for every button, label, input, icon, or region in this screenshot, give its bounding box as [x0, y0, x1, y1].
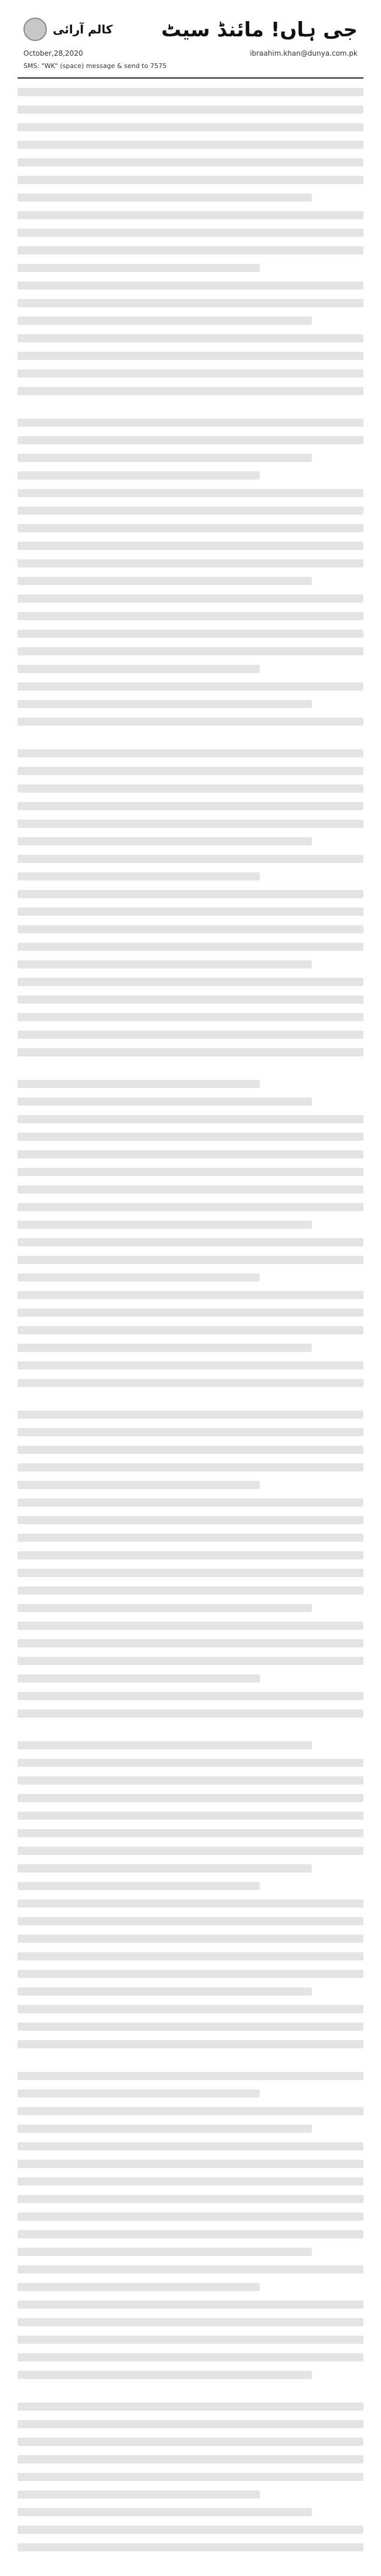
text-line [18, 1586, 363, 1595]
text-line [18, 2543, 363, 2551]
text-line [18, 106, 363, 114]
text-line [18, 1657, 363, 1665]
text-line [18, 1776, 363, 1785]
text-line [18, 1864, 312, 1872]
text-line [18, 176, 363, 184]
text-line [18, 299, 363, 307]
title-bar [23, 18, 358, 41]
paragraph-gap [18, 2058, 363, 2062]
text-line [18, 960, 312, 968]
text-line [18, 2005, 363, 2013]
text-line [18, 802, 363, 810]
text-line [18, 387, 363, 395]
text-line [18, 334, 363, 342]
text-line [18, 2526, 363, 2534]
text-line [18, 524, 363, 532]
text-line [18, 2420, 363, 2428]
text-line [18, 1498, 363, 1507]
text-line [18, 2160, 363, 2168]
text-line [18, 1326, 363, 1334]
text-line [18, 2072, 363, 2080]
text-line [18, 123, 363, 131]
text-line [18, 1935, 363, 1943]
text-line [18, 2402, 363, 2411]
text-line [18, 1031, 363, 1039]
text-line [18, 577, 312, 585]
text-line [18, 1097, 312, 1106]
text-line [18, 454, 312, 462]
text-line [18, 1048, 363, 1056]
text-line [18, 2195, 363, 2203]
text-line [18, 2353, 363, 2361]
text-line [18, 2177, 363, 2186]
text-line [18, 1899, 363, 1908]
text-line [18, 1759, 363, 1767]
text-line [18, 1794, 363, 1802]
text-line [18, 1882, 260, 1890]
text-line [18, 2508, 312, 2516]
paragraph-gap [18, 1727, 363, 1732]
text-line [18, 419, 363, 427]
text-line [18, 612, 363, 620]
author-photo [23, 18, 47, 41]
author-email: ibraahim.khan@dunya.com.pk [250, 49, 358, 57]
text-line [18, 767, 363, 775]
text-line [18, 1463, 363, 1471]
text-line [18, 2455, 363, 2463]
text-line [18, 1344, 312, 1352]
text-line [18, 2107, 363, 2115]
text-line [18, 2089, 260, 2098]
text-line [18, 1291, 363, 1299]
text-line [18, 1917, 363, 1925]
text-line [18, 2040, 363, 2048]
page-title: جی ہاں! مائنڈ سیٹ [161, 18, 358, 42]
paragraph-gap [18, 735, 363, 740]
text-line [18, 193, 312, 202]
brand-name: کالم آرائی [53, 22, 113, 36]
text-line [18, 542, 363, 550]
text-line [18, 1812, 363, 1820]
text-line [18, 1115, 363, 1123]
text-line [18, 1150, 363, 1158]
text-line [18, 1411, 363, 1419]
text-line [18, 1080, 260, 1088]
text-line [18, 141, 363, 149]
article-column [18, 88, 363, 2558]
text-line [18, 2490, 260, 2499]
text-line [18, 594, 363, 603]
text-line [18, 211, 363, 219]
text-line [18, 2283, 260, 2291]
text-line [18, 1970, 363, 1978]
text-line [18, 2213, 363, 2221]
text-line [18, 1622, 363, 1630]
text-line [18, 890, 363, 898]
text-line [18, 837, 312, 845]
text-line [18, 995, 363, 1004]
text-line [18, 158, 363, 166]
paragraph-gap [18, 405, 363, 409]
text-line [18, 2248, 312, 2256]
text-line [18, 246, 363, 254]
text-line [18, 2023, 363, 2031]
text-line [18, 2230, 363, 2238]
text-line [18, 2371, 312, 2379]
text-line [18, 1238, 363, 1246]
text-line [18, 2438, 363, 2446]
text-line [18, 2336, 363, 2344]
text-line [18, 1952, 363, 1960]
text-line [18, 352, 363, 360]
text-line [18, 2318, 363, 2326]
text-line [18, 1534, 363, 1542]
text-line [18, 1133, 363, 1141]
text-line [18, 855, 363, 863]
text-line [18, 1829, 363, 1837]
text-line [18, 1256, 363, 1264]
text-line [18, 1481, 260, 1489]
header [0, 0, 381, 94]
text-line [18, 489, 363, 497]
text-line [18, 820, 363, 828]
text-line [18, 2142, 363, 2150]
text-line [18, 1551, 363, 1559]
header-rule [18, 77, 363, 79]
text-line [18, 1710, 363, 1718]
text-line [18, 1639, 363, 1647]
text-line [18, 2300, 363, 2309]
text-line [18, 1273, 260, 1282]
text-line [18, 1013, 363, 1021]
brand [23, 18, 113, 41]
text-line [18, 682, 363, 691]
text-line [18, 369, 363, 378]
paragraph-gap [18, 1066, 363, 1070]
text-line [18, 1692, 363, 1700]
text-line [18, 2125, 312, 2133]
text-line [18, 1361, 363, 1369]
text-line [18, 872, 260, 881]
text-line [18, 1847, 363, 1855]
contact-info [23, 62, 358, 70]
text-line [18, 1674, 260, 1683]
text-line [18, 88, 363, 96]
text-line [18, 718, 363, 726]
text-line [18, 436, 363, 444]
text-line [18, 1221, 312, 1229]
publish-date: October,28,2020 [23, 49, 83, 57]
text-line [18, 1168, 363, 1176]
text-line [18, 1987, 312, 1996]
text-line [18, 1185, 363, 1194]
text-line [18, 1604, 312, 1612]
sms-instruction: SMS: "WK" (space) message & send to 7575 [23, 62, 167, 70]
paragraph-gap [18, 2388, 363, 2393]
text-line [18, 647, 363, 655]
text-line [18, 1309, 363, 1317]
text-line [18, 507, 363, 515]
text-line [18, 908, 363, 916]
text-lines [18, 88, 363, 2558]
text-line [18, 264, 260, 272]
text-line [18, 700, 312, 708]
text-line [18, 943, 363, 951]
text-line [18, 1446, 363, 1454]
text-line [18, 749, 363, 757]
text-line [18, 229, 363, 237]
text-line [18, 2473, 363, 2481]
text-line [18, 1203, 363, 1211]
text-line [18, 1516, 363, 1524]
text-line [18, 978, 363, 986]
text-line [18, 925, 363, 933]
text-line [18, 2265, 363, 2273]
text-line [18, 317, 312, 325]
text-line [18, 281, 363, 290]
text-line [18, 471, 260, 480]
text-line [18, 1569, 363, 1577]
text-line [18, 1428, 363, 1436]
text-line [18, 665, 260, 673]
text-line [18, 784, 363, 793]
text-line [18, 559, 363, 567]
paragraph-gap [18, 1396, 363, 1401]
text-line [18, 1379, 363, 1387]
text-line [18, 1741, 312, 1749]
text-line [18, 630, 363, 638]
